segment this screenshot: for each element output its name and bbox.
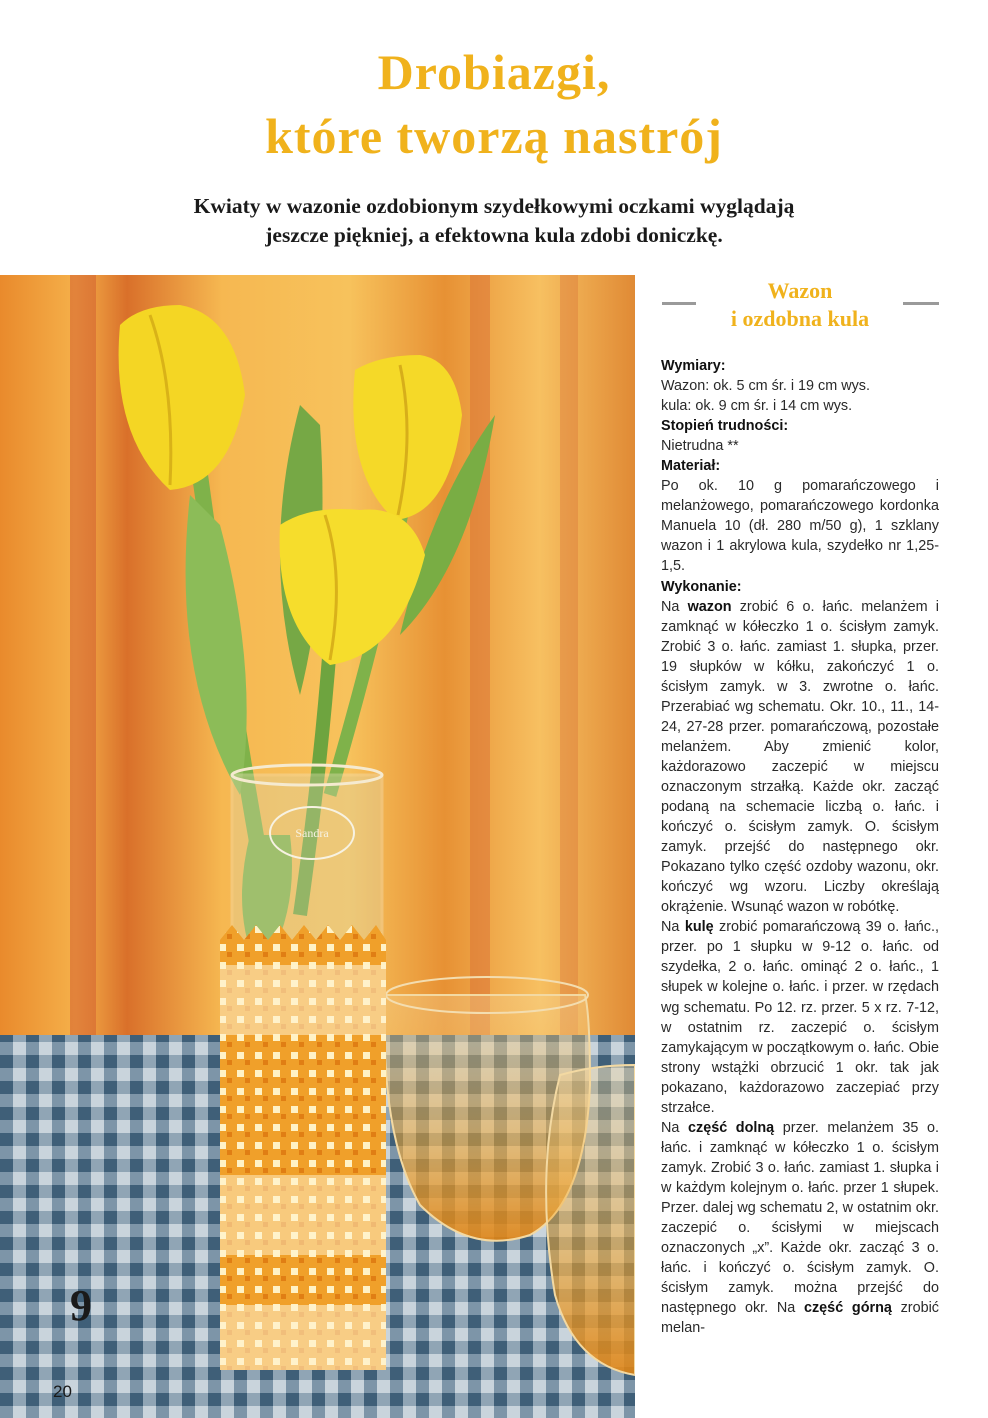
execution-p3-bold2: część górną [803,1300,892,1317]
execution-p1-bold: wazon [687,598,732,615]
execution-heading: Wykonanie: [661,578,742,595]
material-text: Po ok. 10 g pomarańczowego i melanżowego, pomarańczowego kordonka Manuela 10 (dł. 280 m/50 g), 1 szklany wazon i 1 akrylowa kula, szydełko nr 1,25-1,5. [661,478,939,575]
subtitle [40,192,948,250]
material-heading: Materiał: [661,458,721,475]
page-number: 20 [53,1382,72,1401]
dimensions-heading: Wymiary: [661,358,726,374]
execution-paragraph-parts [661,1118,939,1339]
difficulty-heading: Stopień trudności: [661,418,789,435]
page-title-line1: Drobiazgi, [377,44,611,100]
execution-p2-text: zrobić pomarańczową 39 o. łańc., przer. po 1 słupku w 9-12 o. łańc. od szydełka, 2 o. łańc. ominąć 2 o. łańc., 1 słupek w kolejne o. łańc. i przer. w rzędach wg schematu. Po 12. rz. przer. 5 x rz. 7-12, w ostatnim rz. zaczepić o. ścisłym zamykającym w początkowym o. łańc. Obie strony wstążki obrzucić 1 okr. tak jak pokazano, każdorazowo zaczepiać przy strzałce. [661,919,939,1116]
execution-p1-text: zrobić 6 o. łańc. melanżem i zamknąć w kółeczko 1 o. ścisłym zamyk. Zrobić 3 o. łańc. zamiast 1. słupka, przer. 19 słupków w kółku, zakończyć 1 o. ścisłym zamyk. w 3. zwrotne o. łańc. Przerabiać wg schematu. Okr. 10., 11., 14-24, 27-28 przer. pomarańczową, pozostałe melanżem. Aby zmienić kolor, każdorazowo zaczepić w miejscu oznaczonym strzałką. Każde okr. zacząć podaną na schemacie liczbą o. łańc. i kończyć o. ścisłym zamyk. O. ścisłym zamyk. przejść do następnego okr. Pokazano tylko część ozdoby wazonu, okr. kończyć wg wzoru. Liczby określają okrążenie. Wsunąć wazon w robótkę. [661,598,939,916]
section-title-line1: Wazon [767,278,833,303]
execution-paragraph-ball [661,917,939,1117]
dimensions-line1: Wazon: ok. 5 cm śr. i 19 cm wys. [661,378,870,395]
execution-p2-bold: kulę [684,919,714,936]
difficulty-value: Nietrudna ** [661,438,739,455]
svg-text:Sandra: Sandra [295,826,329,840]
execution-p2-pre: Na [661,919,685,936]
instructions-column [661,356,939,1338]
subtitle-line1: Kwiaty w wazonie ozdobionym szydełkowymi oczkami wyglądają [193,194,795,218]
section-title-line2: i ozdobna kula [730,306,870,331]
execution-p3-bold: część dolną [688,1119,775,1136]
execution-p3-text2: zrobić melan- [661,1300,939,1337]
subtitle-line2: jeszcze piękniej, a efektowna kula zdobi doniczkę. [265,223,723,247]
execution-p1-pre: Na [661,598,688,615]
page-title-line2: które tworzą nastrój [265,108,723,164]
execution-paragraph-vase [661,597,939,918]
execution-p3-pre: Na [661,1119,688,1136]
execution-p3-text: przer. melanżem 35 o. łańc. i zamknąć w kółeczko 1 o. ścisłym zamyk. Zrobić 3 o. łańc. zamiast 1. słupka i w każdym kolejnym o. łańc. przer 1 słupek. Przer. dalej wg schematu 2, w ostatnim okr. zaczepić o. ścisłymi w miejscach oznaczonych „x”. Każde okr. zacząć 3 o. łańc. i kończyć o. ścisłym zamyk. O. ścisłym zamyk. można przejść do następnego okr. Na [661,1119,939,1317]
dimensions-line2: kula: ok. 9 cm śr. i 14 cm wys. [661,398,853,415]
project-number-badge: 9 [70,1281,92,1330]
photo-tulips-vase [0,275,635,1418]
